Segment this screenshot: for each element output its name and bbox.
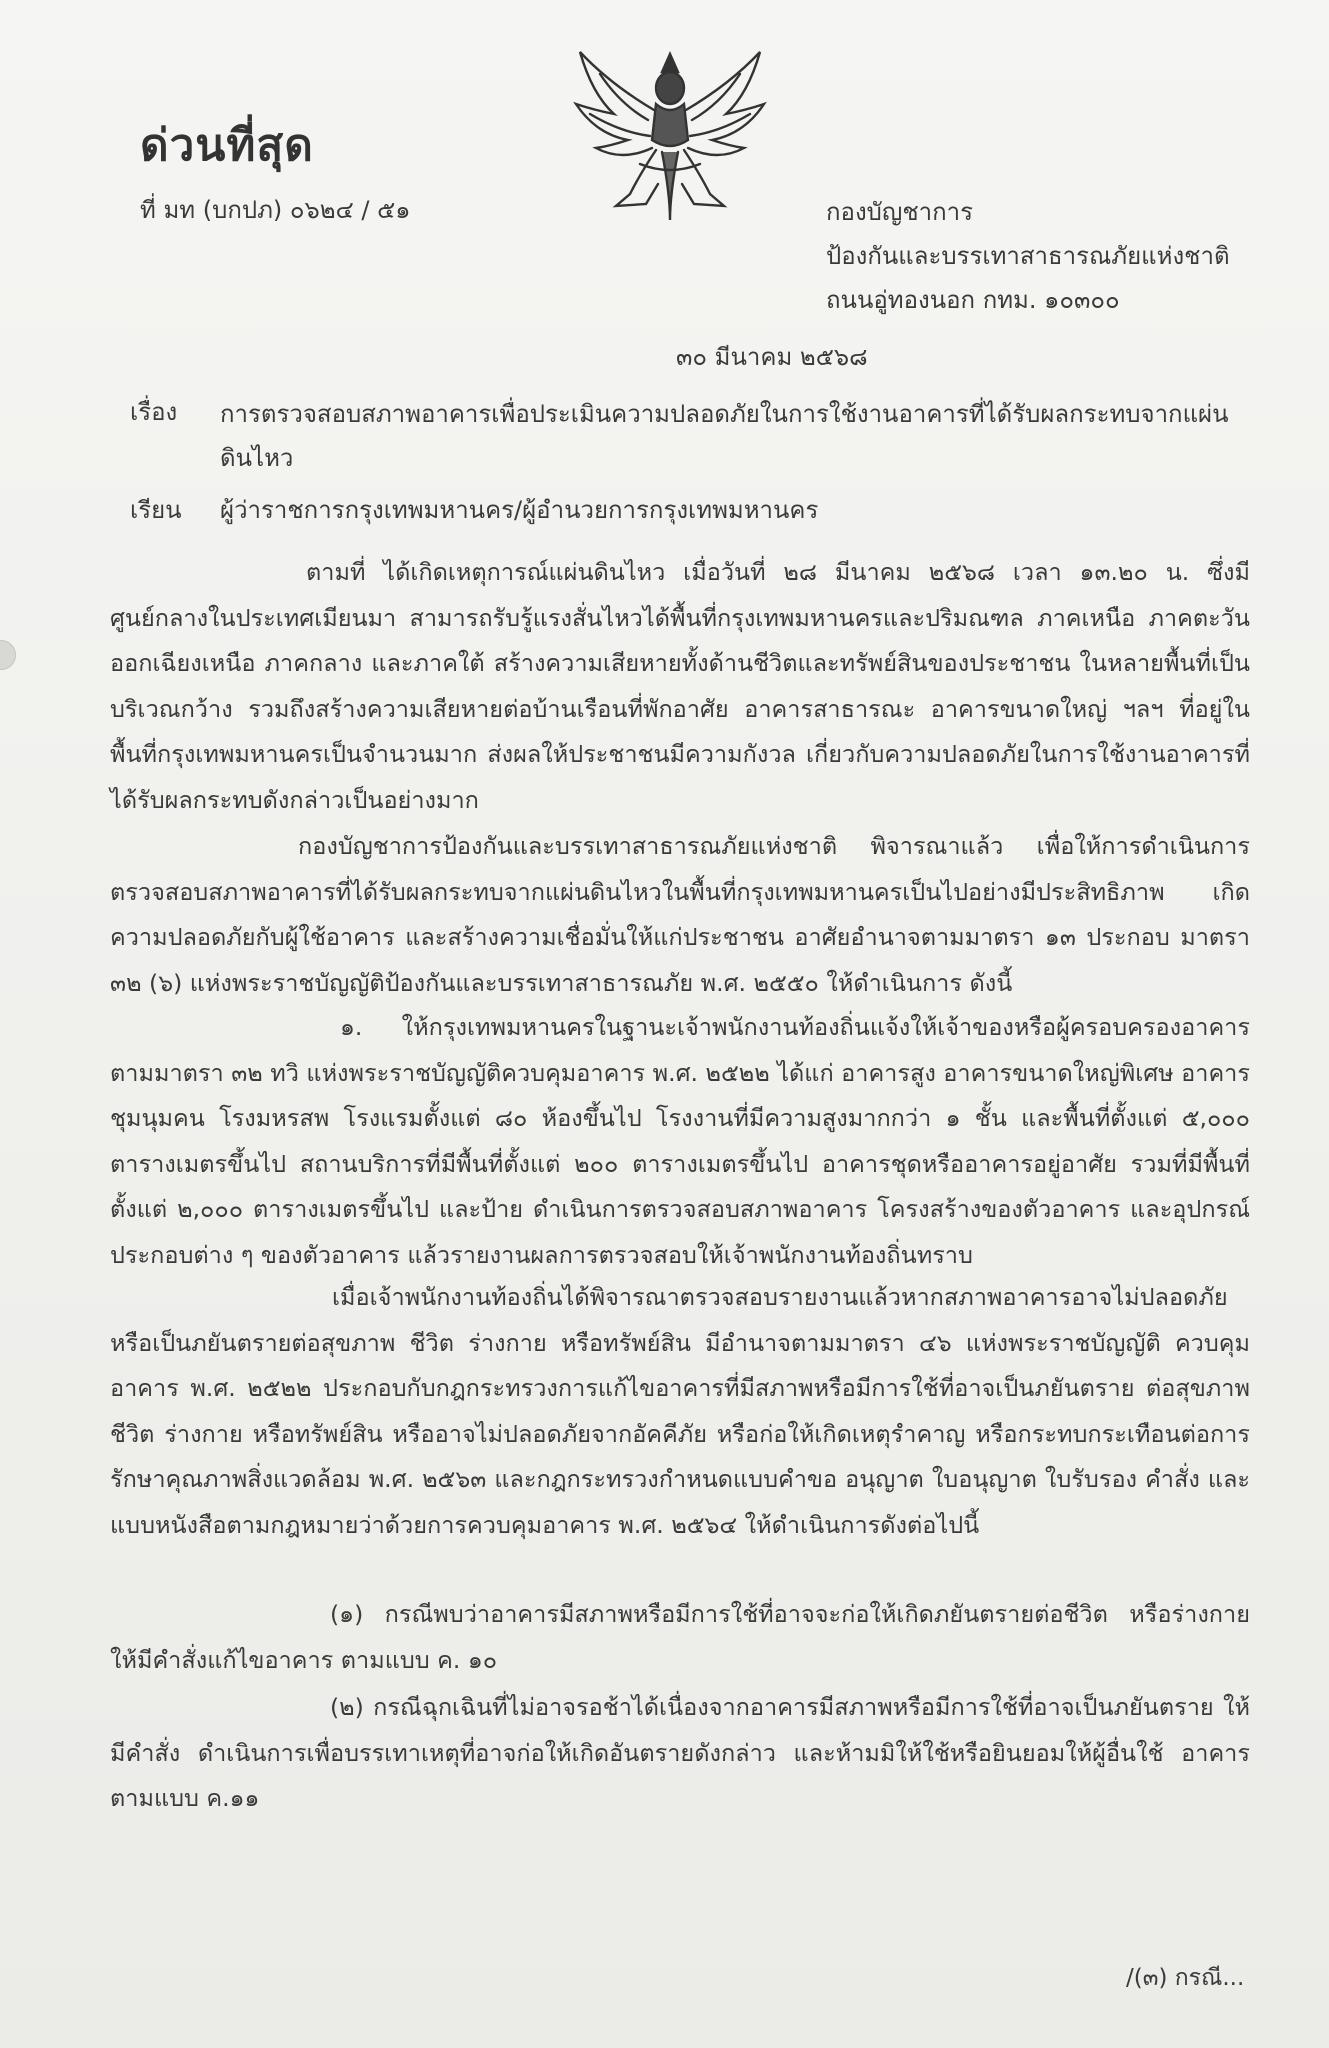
- document-number: ที่ มท (บกปภ) ๐๖๒๔ / ๕๑: [140, 196, 411, 224]
- body-paragraph-3: [110, 1005, 1250, 1278]
- paragraph-1-text: ตามที่ ได้เกิดเหตุการณ์แผ่นดินไหว เมื่อวันที่ ๒๘ มีนาคม ๒๕๖๘ เวลา ๑๓.๒๐ น. ซึ่งมีศูนย์กลางในประเทศเมียนมา สามารถรับรู้แรงสั่นไหวได้พื้นที่กรุงเทพมหานครและปริมณฑล ภาคเหนือ ภาคตะวันออกเฉียงเหนือ ภาคกลาง และภาคใต้ สร้างความเสียหายทั้งด้านชีวิตและทรัพย์สินของประชาชน ในหลายพื้นที่เป็นบริเวณกว้าง รวมถึงสร้างความเสียหายต่อบ้านเรือนที่พักอาศัย อาคารสาธารณะ อาคารขนาดใหญ่ ฯลฯ ที่อยู่ในพื้นที่กรุงเทพมหานครเป็นจำนวนมาก ส่งผลให้ประชาชนมีความกังวล เกี่ยวกับความปลอดภัยในการใช้งานอาคารที่ได้รับผลกระทบดังกล่าวเป็นอย่างมาก: [110, 558, 1250, 814]
- punch-hole: [0, 640, 16, 670]
- subject-label: เรื่อง: [130, 398, 178, 426]
- paragraph-3-text: ๑. ให้กรุงเทพมหานครในฐานะเจ้าพนักงานท้องถิ่นแจ้งให้เจ้าของหรือผู้ครอบครองอาคาร ตามมาตรา ๓๒ ทวิ แห่งพระราชบัญญัติควบคุมอาคาร พ.ศ. ๒๕๒๒ ได้แก่ อาคารสูง อาคารขนาดใหญ่พิเศษ อาคารชุมนุมคน โรงมหรสพ โรงแรมตั้งแต่ ๘๐ ห้องขึ้นไป โรงงานที่มีความสูงมากกว่า ๑ ชั้น และพื้นที่ตั้งแต่ ๕,๐๐๐ ตารางเมตรขึ้นไป สถานบริการที่มีพื้นที่ตั้งแต่ ๒๐๐ ตารางเมตรขึ้นไป อาคารชุดหรืออาคารอยู่อาศัย รวมที่มีพื้นที่ตั้งแต่ ๒,๐๐๐ ตารางเมตรขึ้นไป และป้าย ดำเนินการตรวจสอบสภาพอาคาร โครงสร้างของตัวอาคาร และอุปกรณ์ประกอบต่าง ๆ ของตัวอาคาร แล้วรายงานผลการตรวจสอบให้เจ้าพนักงานท้องถิ่นทราบ: [110, 1013, 1250, 1269]
- body-paragraph-1: [110, 550, 1250, 823]
- subject-text: การตรวจสอบสภาพอาคารเพื่อประเมินความปลอดภัยในการใช้งานอาคารที่ได้รับผลกระทบจากแผ่นดินไหว: [220, 400, 1229, 472]
- body-paragraph-5: [110, 1592, 1250, 1683]
- recipient-text: ผู้ว่าราชการกรุงเทพมหานคร/ผู้อำนวยการกรุงเทพมหานคร: [220, 496, 819, 524]
- issuing-office: [826, 190, 1230, 322]
- paragraph-5-text: (๑) กรณีพบว่าอาคารมีสภาพหรือมีการใช้ที่อาจจะก่อให้เกิดภยันตรายต่อชีวิต หรือร่างกาย ให้มีคำสั่งแก้ไขอาคาร ตามแบบ ค. ๑๐: [110, 1600, 1250, 1674]
- body-paragraph-6: [110, 1685, 1250, 1822]
- continuation-marker: /(๓) กรณี...: [1126, 1965, 1245, 1991]
- body-paragraph-4: [110, 1275, 1250, 1548]
- office-line-2: ป้องกันและบรรเทาสาธารณภัยแห่งชาติ: [826, 242, 1230, 270]
- office-line-3: ถนนอู่ทองนอก กทม. ๑๐๓๐๐: [826, 286, 1120, 314]
- recipient-label: เรียน: [130, 496, 182, 524]
- office-line-1: กองบัญชาการ: [826, 198, 974, 226]
- body-paragraph-2: [110, 824, 1250, 1006]
- urgency-heading: ด่วนที่สุด: [140, 120, 314, 171]
- paragraph-6-text: (๒) กรณีฉุกเฉินที่ไม่อาจรอช้าได้เนื่องจากอาคารมีสภาพหรือมีการใช้ที่อาจเป็นภยันตราย ให้มีคำสั่ง ดำเนินการเพื่อบรรเทาเหตุที่อาจก่อให้เกิดอันตรายดังกล่าว และห้ามมิให้ใช้หรือยินยอมให้ผู้อื่นใช้ อาคาร ตามแบบ ค.๑๑: [110, 1693, 1250, 1812]
- garuda-emblem-icon: [570, 44, 770, 228]
- paragraph-2-text: กองบัญชาการป้องกันและบรรเทาสาธารณภัยแห่งชาติ พิจารณาแล้ว เพื่อให้การดำเนินการ ตรวจสอบสภาพอาคารที่ได้รับผลกระทบจากแผ่นดินไหวในพื้นที่กรุงเทพมหานครเป็นไปอย่างมีประสิทธิภาพ เกิดความปลอดภัยกับผู้ใช้อาคาร และสร้างความเชื่อมั่นให้แก่ประชาชน อาศัยอำนาจตามมาตรา ๑๓ ประกอบ มาตรา ๓๒ (๖) แห่งพระราชบัญญัติป้องกันและบรรเทาสาธารณภัย พ.ศ. ๒๕๕๐ ให้ดำเนินการ ดังนี้: [110, 832, 1250, 997]
- letter-date: ๓๐ มีนาคม ๒๕๖๘: [676, 343, 868, 371]
- paragraph-4-text: เมื่อเจ้าพนักงานท้องถิ่นได้พิจารณาตรวจสอบรายงานแล้วหากสภาพอาคารอาจไม่ปลอดภัย หรือเป็นภยันตรายต่อสุขภาพ ชีวิต ร่างกาย หรือทรัพย์สิน มีอำนาจตามมาตรา ๔๖ แห่งพระราชบัญญัติ ควบคุมอาคาร พ.ศ. ๒๕๒๒ ประกอบกับกฎกระทรวงการแก้ไขอาคารที่มีสภาพหรือมีการใช้ที่อาจเป็นภยันตราย ต่อสุขภาพ ชีวิต ร่างกาย หรือทรัพย์สิน หรืออาจไม่ปลอดภัยจากอัคคีภัย หรือก่อให้เกิดเหตุรำคาญ หรือกระทบกระเทือนต่อการรักษาคุณภาพสิ่งแวดล้อม พ.ศ. ๒๕๖๓ และกฎกระทรวงกำหนดแบบคำขอ อนุญาต ใบอนุญาต ใบรับรอง คำสั่ง และแบบหนังสือตามกฎหมายว่าด้วยการควบคุมอาคาร พ.ศ. ๒๕๖๔ ให้ดำเนินการดังต่อไปนี้: [110, 1283, 1250, 1539]
